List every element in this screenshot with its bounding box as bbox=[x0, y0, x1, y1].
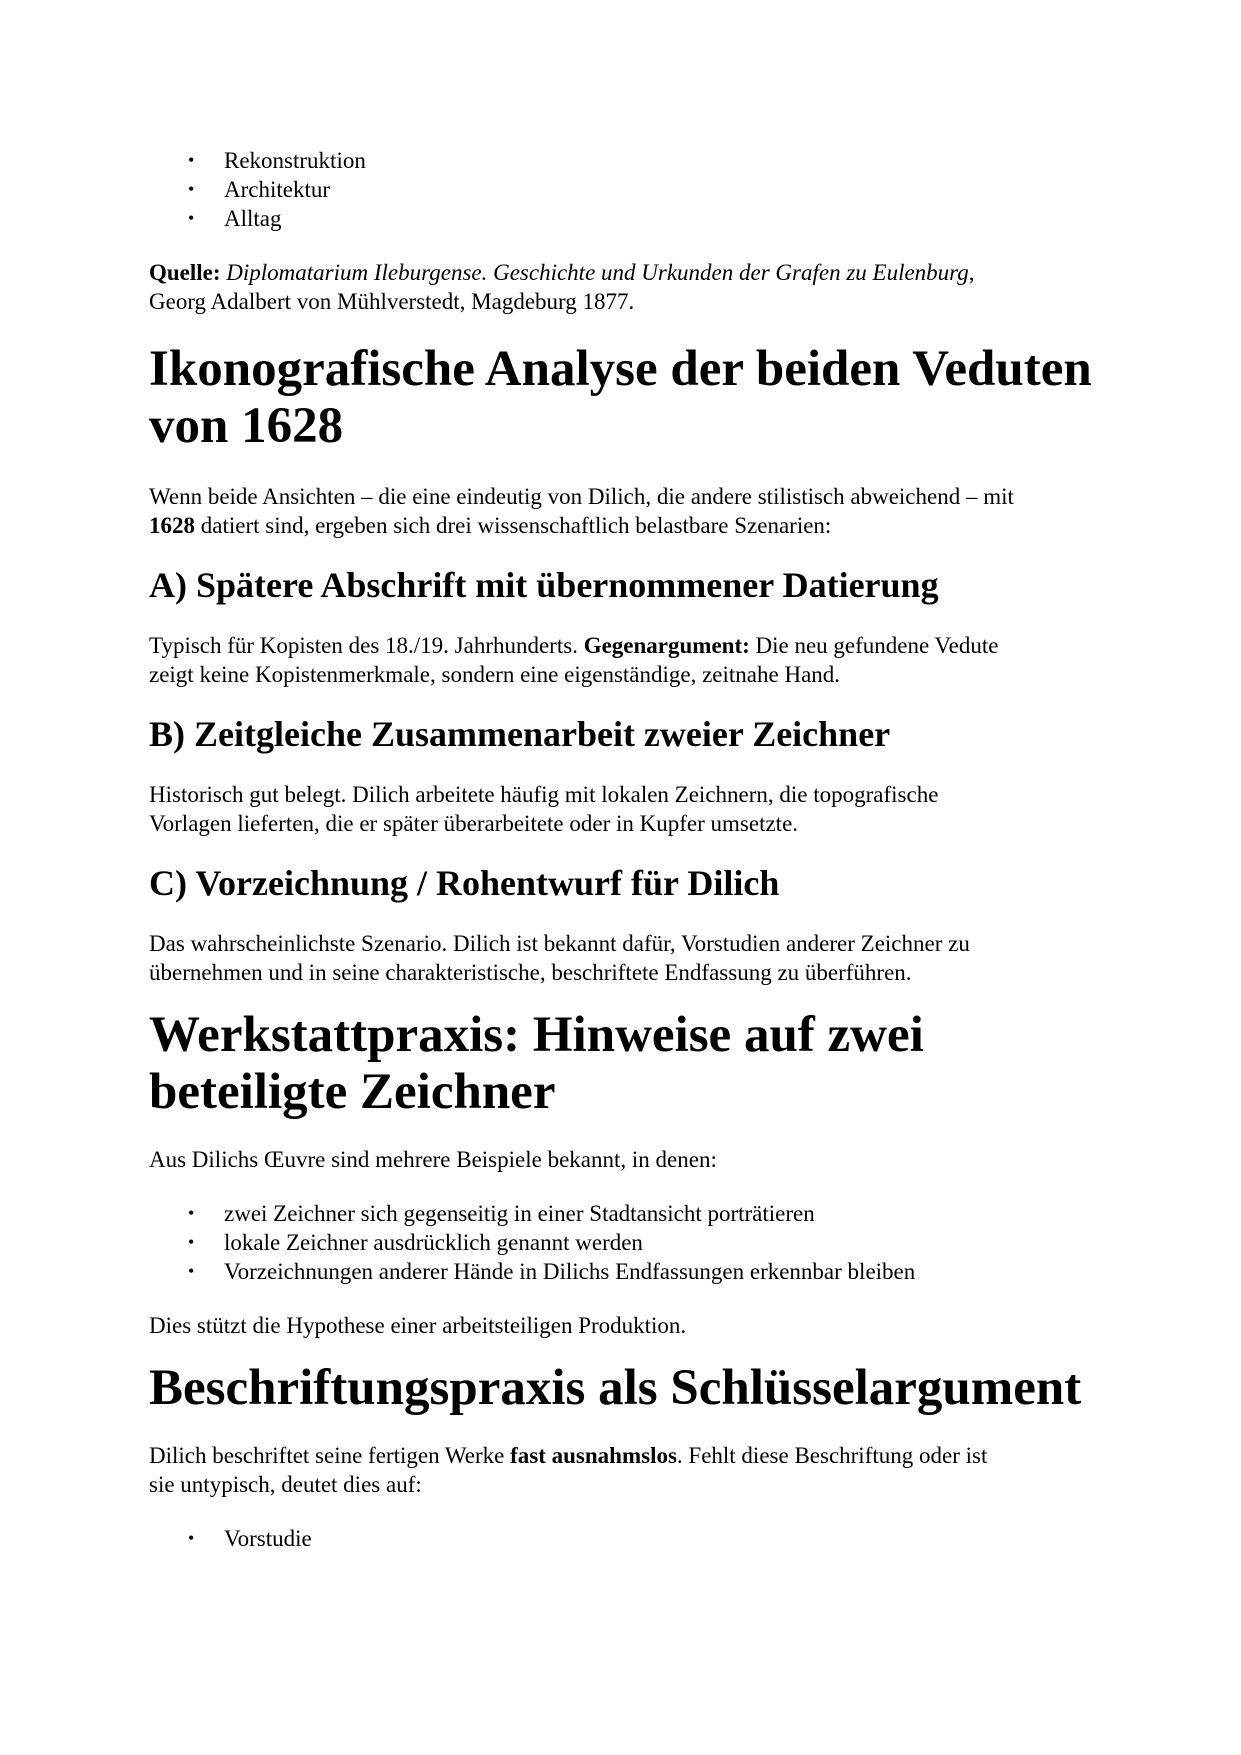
bullet-icon: • bbox=[188, 1232, 195, 1252]
keyword-list bbox=[149, 146, 1109, 233]
paragraph-scenario-c: Das wahrscheinlichste Szenario. Dilich ist bekannt dafür, Vorstudien anderer Zeichner zu übernehmen und in seine charakteristische, beschriftete Endfassung zu überführen. bbox=[149, 931, 970, 985]
heading-inscription-practice: Beschriftungspraxis als Schlüsselargument bbox=[149, 1360, 1082, 1416]
heading-workshop-practice: Werkstattpraxis: Hinweise auf zwei beteiligte Zeichner bbox=[149, 1007, 924, 1120]
list-item: • Vorstudie bbox=[188, 1526, 312, 1551]
list-item: • Rekonstruktion bbox=[188, 148, 366, 173]
paragraph-workshop-conclusion: Dies stützt die Hypothese einer arbeitsteiligen Produktion. bbox=[149, 1313, 687, 1338]
bullet-icon: • bbox=[188, 179, 195, 199]
heading-iconographic-analysis: Ikonografische Analyse der beiden Veduten von 1628 bbox=[149, 341, 1092, 454]
list-item: • zwei Zeichner sich gegenseitig in einer Stadtansicht porträtieren bbox=[188, 1201, 815, 1226]
paragraph-scenario-b: Historisch gut belegt. Dilich arbeitete häufig mit lokalen Zeichnern, die topografische Vorlagen lieferten, die er später überarbeitete oder in Kupfer umsetzte. bbox=[149, 782, 939, 836]
paragraph-scenario-a: Typisch für Kopisten des 18./19. Jahrhunderts. Gegenargument: Die neu gefundene Vedute zeigt keine Kopistenmerkmale, sondern eine eigenständige, zeitnahe Hand. bbox=[149, 633, 999, 687]
bullet-icon: • bbox=[188, 1528, 195, 1548]
workshop-evidence-list bbox=[149, 1199, 1109, 1286]
source-label: Quelle: bbox=[149, 260, 221, 285]
source-citation: Quelle: Diplomatarium Ileburgense. Geschichte und Urkunden der Grafen zu Eulenburg, Georg Adalbert von Mühlverstedt, Magdeburg 1877. bbox=[149, 260, 975, 314]
source-title: Diplomatarium Ileburgense. Geschichte und Urkunden der Grafen zu Eulenburg bbox=[226, 260, 969, 285]
bullet-icon: • bbox=[188, 1261, 195, 1281]
bullet-icon: • bbox=[188, 208, 195, 228]
heading-scenario-c: C) Vorzeichnung / Rohentwurf für Dilich bbox=[149, 863, 780, 903]
list-item: • Alltag bbox=[188, 206, 282, 231]
heading-scenario-a: A) Spätere Abschrift mit übernommener Datierung bbox=[149, 565, 939, 605]
inscription-list bbox=[149, 1524, 1109, 1553]
list-item: • Architektur bbox=[188, 177, 331, 202]
bullet-icon: • bbox=[188, 1203, 195, 1223]
paragraph-workshop-intro: Aus Dilichs Œuvre sind mehrere Beispiele bekannt, in denen: bbox=[149, 1147, 717, 1172]
bullet-icon: • bbox=[188, 150, 195, 170]
paragraph-intro: Wenn beide Ansichten – die eine eindeutig von Dilich, die andere stilistisch abweichend – mit 1628 datiert sind, ergeben sich drei wissenschaftlich belastbare Szenarien: bbox=[149, 484, 1014, 538]
list-item: • Vorzeichnungen anderer Hände in Dilichs Endfassungen erkennbar bleiben bbox=[188, 1259, 916, 1284]
document-page bbox=[149, 146, 1109, 1553]
paragraph-inscription: Dilich beschriftet seine fertigen Werke fast ausnahmslos. Fehlt diese Beschriftung oder ist sie untypisch, deutet dies auf: bbox=[149, 1443, 988, 1497]
list-item: • lokale Zeichner ausdrücklich genannt werden bbox=[188, 1230, 643, 1255]
heading-scenario-b: B) Zeitgleiche Zusammenarbeit zweier Zeichner bbox=[149, 714, 891, 754]
source-author: Georg Adalbert von Mühlverstedt, Magdeburg 1877. bbox=[149, 289, 635, 314]
